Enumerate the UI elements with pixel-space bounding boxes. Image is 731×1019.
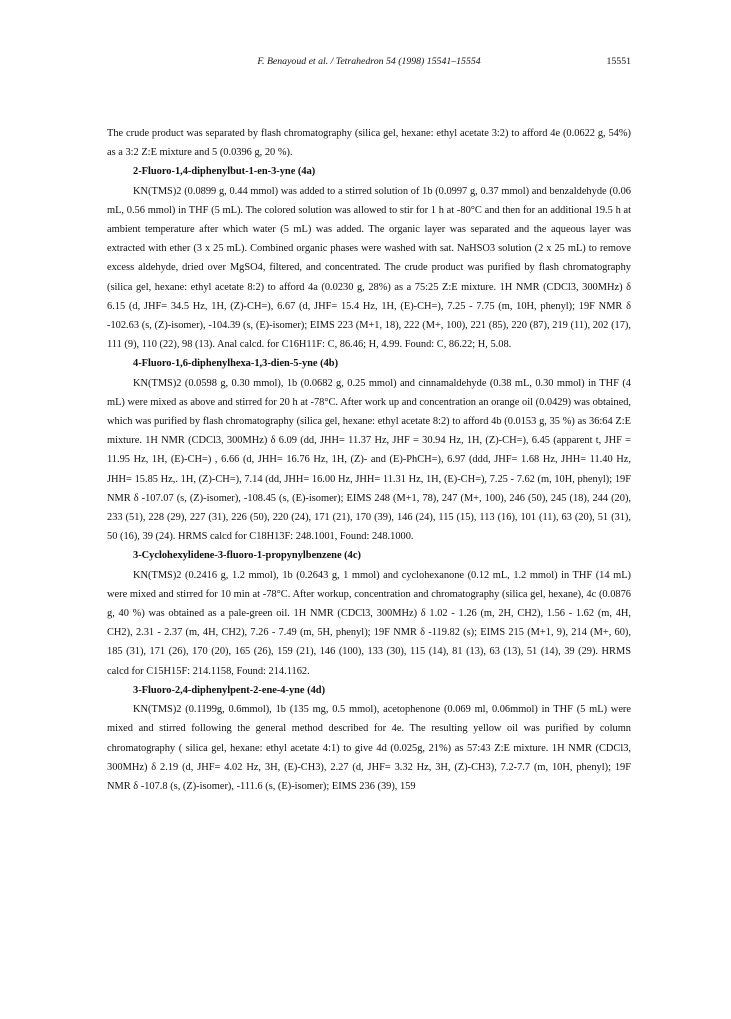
experimental-section <box>107 124 631 796</box>
running-head <box>107 56 631 72</box>
paragraph-compound-4c: KN(TMS)2 (0.2416 g, 1.2 mmol), 1b (0.2643 g, 1 mmol) and cyclohexanone (0.12 mL, 1.2 mmol) in THF (14 mL) were mixed and stirred for 10 min at -78°C. After workup, concentration and chromatography (silica gel, hexane), 4c (0.0876 g, 40 %) was obtained as a pale-green oil. 1H NMR (CDCl3, 300MHz) δ 1.02 - 1.26 (m, 2H, CH2), 1.56 - 1.62 (m, 4H, CH2), 2.31 - 2.37 (m, 4H, CH2), 7.26 - 7.49 (m, 5H, phenyl); 19F NMR δ -119.82 (s); EIMS 215 (M+1, 9), 214 (M+, 60), 185 (31), 171 (26), 170 (20), 165 (26), 159 (21), 146 (100), 133 (30), 115 (14), 81 (13), 63 (13), 51 (14), 39 (29). HRMS calcd for C15H15F: 214.1158, Found: 214.1162. <box>107 569 631 677</box>
heading-compound-4a: 2-Fluoro-1,4-diphenylbut-1-en-3-yne (4a) <box>133 166 316 178</box>
paragraph-compound-4b: KN(TMS)2 (0.0598 g, 0.30 mmol), 1b (0.0682 g, 0.25 mmol) and cinnamaldehyde (0.38 mL, 0.30 mmol) in THF (4 mL) were mixed as above and stirred for 20 h at -78°C. After work up and concentration an orange oil (0.0429) was obtained, which was purified by flash chromatography (silica gel, hexane: ethyl acetate 8:2) to afford 4b (0.0153 g, 35 %) as 36:64 Z:E mixture. 1H NMR (CDCl3, 300MHz) δ 6.09 (dd, JHH= 11.37 Hz, JHF = 30.94 Hz, 1H, (Z)-CH=), 6.45 (apparent t, JHF = 11.95 Hz, 1H, (E)-CH=) , 6.66 (d, JHH= 16.76 Hz, 1H, (Z)- and (E)-PhCH=), 6.97 (ddd, JHF= 1.68 Hz, JHH= 11.40 Hz, JHH= 15.85 Hz,. 1H, (Z)-CH=), 7.14 (dd, JHH= 16.00 Hz, JHH= 11.31 Hz, 1H, (E)-CH=), 7.25 - 7.62 (m, 10H, phenyl); 19F NMR δ -107.07 (s, (Z)-isomer), -108.45 (s, (E)-isomer); EIMS 248 (M+1, 78), 247 (M+, 100), 246 (50), 245 (18), 244 (20), 233 (51), 228 (29), 227 (31), 226 (50), 220 (24), 171 (21), 170 (39), 146 (24), 115 (15), 113 (16), 101 (11), 63 (20), 51 (31), 50 (16), 39 (24). HRMS calcd for C18H13F: 248.1001, Found: 248.1000. <box>107 377 631 543</box>
heading-compound-4b: 4-Fluoro-1,6-diphenylhexa-1,3-dien-5-yne (4b) <box>133 358 339 370</box>
heading-compound-4d: 3-Fluoro-2,4-diphenylpent-2-ene-4-yne (4d) <box>133 684 326 696</box>
paragraph-compound-4a: KN(TMS)2 (0.0899 g, 0.44 mmol) was added to a stirred solution of 1b (0.0997 g, 0.37 mmol) and benzaldehyde (0.06 mL, 0.56 mmol) in THF (5 mL). The colored solution was allowed to stir for 1 h at -80°C and then for an additional 19.5 h at ambient temperature after which water (5 mL) was added. The organic layer was separated and the aqueous layer was extracted with ether (3 x 25 mL). Combined organic phases were washed with sat. NaHSO3 solution (2 x 25 mL) to remove excess aldehyde, dried over MgSO4, filtered, and concentrated. The crude product was purified by flash chromatography (silica gel, hexane: ethyl acetate 8:2) to afford 4a (0.0230 g, 28%) as a 75:25 Z:E mixture. 1H NMR (CDCl3, 300MHz) δ 6.15 (d, JHF= 34.5 Hz, 1H, (Z)-CH=), 6.67 (d, JHF= 15.4 Hz, 1H, (E)-CH=), 7.25 - 7.75 (m, 10H, phenyl); 19F NMR δ -102.63 (s, (Z)-isomer), -104.39 (s, (E)-isomer); EIMS 223 (M+1, 18), 222 (M+, 100), 221 (85), 220 (87), 219 (11), 202 (17), 111 (9), 110 (22), 98 (13). Anal calcd. for C16H11F: C, 86.46; H, 4.99. Found: C, 86.22; H, 5.08. <box>107 185 631 351</box>
page-number: 15551 <box>606 56 631 67</box>
heading-compound-4c: 3-Cyclohexylidene-3-fluoro-1-propynylbenzene (4c) <box>133 550 361 562</box>
paragraph-compound-4d: KN(TMS)2 (0.1199g, 0.6mmol), 1b (135 mg, 0.5 mmol), acetophenone (0.069 ml, 0.06mmol) in THF (5 mL) were mixed and stirred following the general method described for 4e. The resulting yellow oil was purified by column chromatography ( silica gel, hexane: ethyl acetate 4:1) to give 4d (0.025g, 21%) as 57:43 Z:E mixture. 1H NMR (CDCl3, 300MHz) δ 2.19 (d, JHF= 4.02 Hz, 3H, (E)-CH3), 2.27 (d, JHF= 3.32 Hz, 3H, (Z)-CH3), 7.2-7.7 (m, 10H, phenyl); 19F NMR δ -107.8 (s, (Z)-isomer), -111.6 (s, (E)-isomer); EIMS 236 (39), 159 <box>107 704 631 792</box>
running-head-citation: F. Benayoud et al. / Tetrahedron 54 (1998) 15541–15554 <box>257 56 481 67</box>
journal-page <box>107 56 631 796</box>
paragraph-4e-workup: The crude product was separated by flash chromatography (silica gel, hexane: ethyl acetate 3:2) to afford 4e (0.0622 g, 54%) as a 3:2 Z:E mixture and 5 (0.0396 g, 20 %). <box>107 128 631 159</box>
